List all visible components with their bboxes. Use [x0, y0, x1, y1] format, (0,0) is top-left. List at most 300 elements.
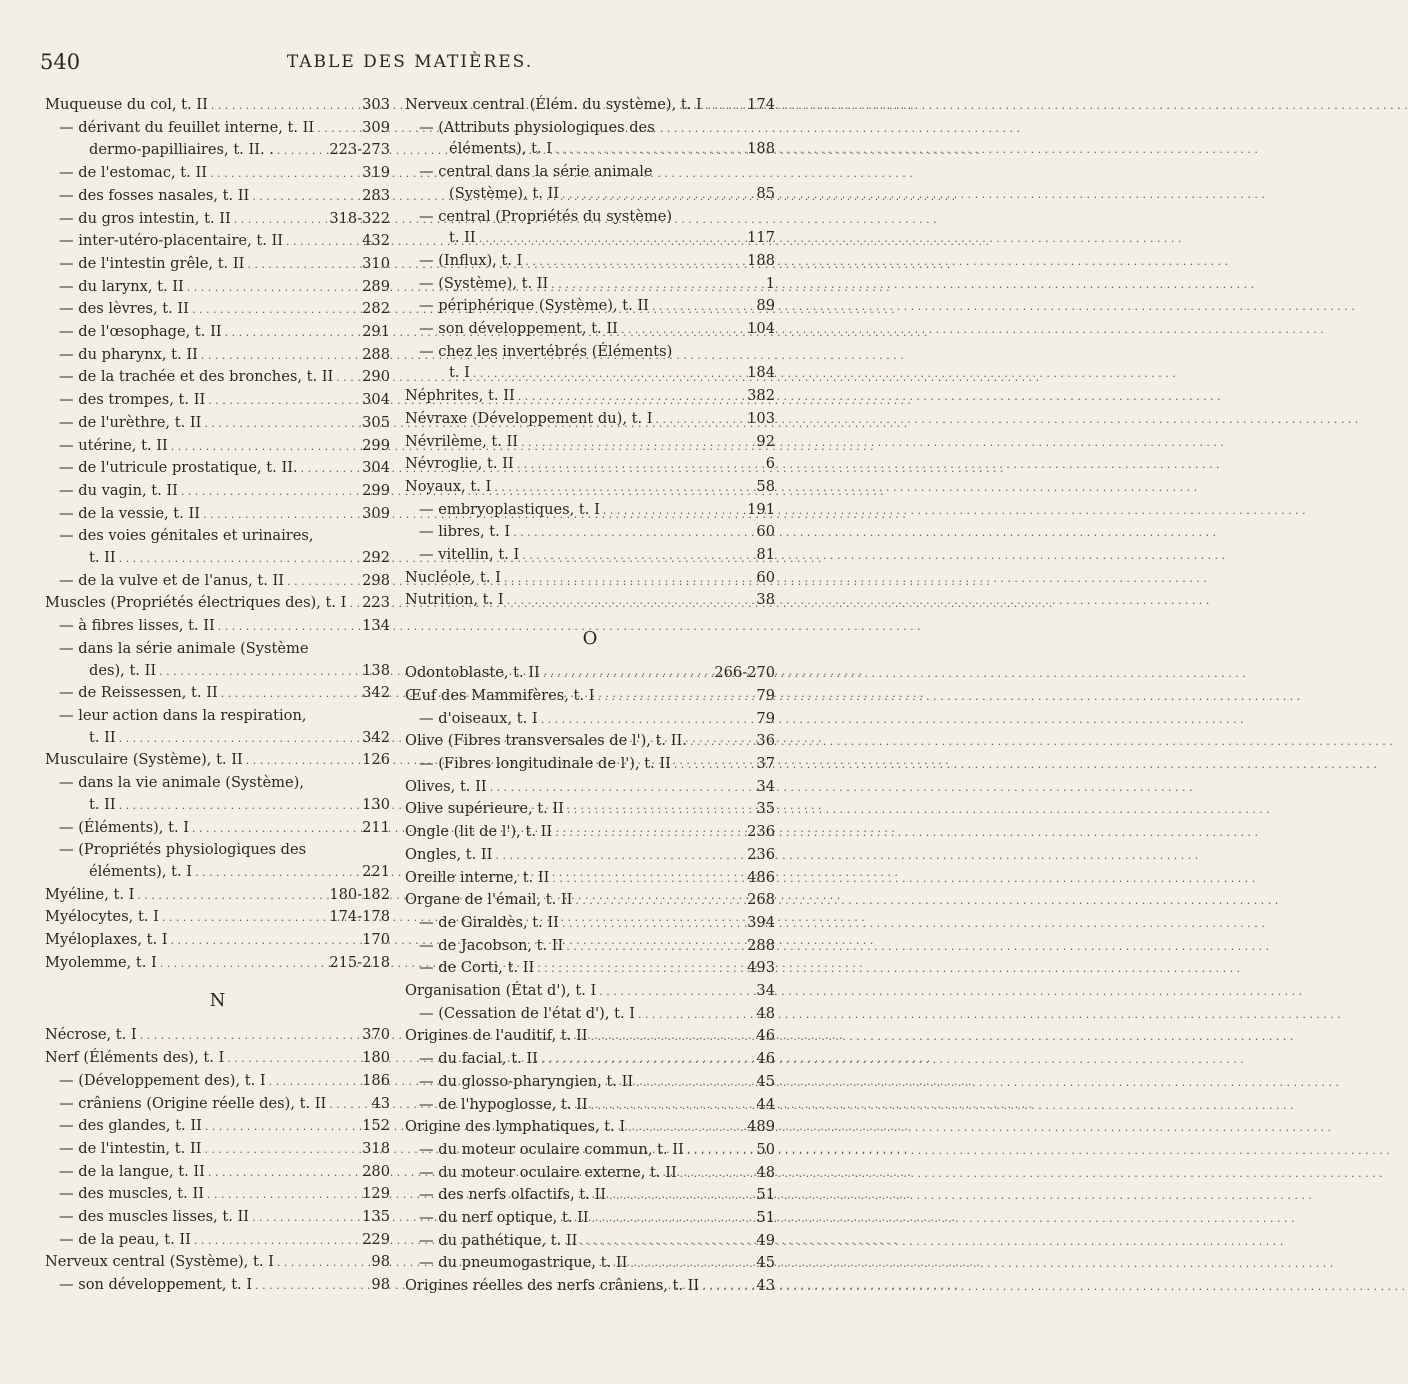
index-entry	[45, 276, 390, 299]
entry-page-number: 186	[362, 1071, 390, 1089]
entry-text: — des fosses nasales, t. II	[59, 186, 250, 204]
dot-leader	[336, 366, 359, 389]
entry-text: t. I	[449, 364, 470, 382]
entry-text: — du pneumogastrique, t. II	[419, 1254, 628, 1272]
entry-page-number: 280	[362, 1162, 390, 1180]
entry-text: — libres, t. I	[419, 523, 511, 541]
index-entry	[45, 1183, 390, 1206]
entry-text: — des trompes, t. II	[59, 391, 206, 409]
entry-page-number: 291	[362, 323, 390, 341]
index-entry	[405, 730, 775, 753]
entry-text: — de Corti, t. II	[419, 959, 535, 977]
index-entry	[45, 185, 390, 208]
entry-text: — à fibres lisses, t. II	[59, 617, 215, 635]
index-entry	[45, 660, 390, 683]
entry-text: Névroglie, t. II	[405, 455, 514, 473]
entry-text: Olives, t. II	[405, 777, 487, 795]
entry-text: — (Éléments), t. I	[59, 818, 189, 836]
index-entry	[45, 1115, 390, 1138]
index-entry	[45, 1274, 390, 1297]
dot-leader	[160, 952, 327, 975]
index-entry	[405, 453, 775, 476]
dot-leader	[518, 385, 744, 408]
index-entry	[405, 295, 775, 318]
entry-page-number: 79	[756, 686, 775, 704]
entry-page-number: 318-322	[329, 209, 390, 227]
entry-page-number: 117	[747, 229, 775, 247]
dot-leader	[609, 1184, 753, 1207]
dot-leader	[495, 844, 744, 867]
index-entry	[45, 570, 390, 593]
section-letter-o: O	[582, 628, 598, 650]
left-column	[45, 94, 390, 1297]
entry-text: — inter-utéro-placentaire, t. II	[59, 232, 284, 250]
index-entry	[405, 821, 775, 844]
index-entry	[45, 208, 390, 231]
entry-text: — du moteur oculaire externe, t. II	[419, 1163, 677, 1181]
index-entry	[45, 366, 390, 389]
dot-leader	[562, 912, 744, 935]
entry-text: — de l'utricule prostatique, t. II.	[59, 459, 298, 477]
entry-page-number: 36	[756, 732, 775, 750]
entry-text: — du pharynx, t. II	[59, 345, 198, 363]
entry-text: — de la vessie, t. II	[59, 504, 200, 522]
entry-page-number: 309	[362, 504, 390, 522]
entry-page-number: 289	[362, 277, 390, 295]
entry-page-number: 44	[756, 1095, 775, 1113]
entry-page-number: 290	[362, 368, 390, 386]
dot-leader	[119, 727, 359, 750]
index-entry	[405, 957, 775, 980]
index-entry	[45, 230, 390, 253]
entry-page-number: 43	[371, 1094, 390, 1112]
entry-text: — crâniens (Origine réelle des), t. II	[59, 1094, 327, 1112]
index-entry	[405, 776, 775, 799]
dot-leader	[225, 321, 360, 344]
entry-page-number: 126	[362, 751, 390, 769]
index-entry	[45, 929, 390, 952]
dot-leader	[592, 1207, 754, 1230]
entry-page-number: 152	[362, 1117, 390, 1135]
entry-text: Odontoblaste, t. II	[405, 664, 540, 682]
entry-page-number: 382	[747, 387, 775, 405]
index-entry	[405, 183, 775, 206]
entry-page-number: 486	[747, 868, 775, 886]
dot-leader	[162, 906, 326, 929]
entry-page-number: 489	[747, 1118, 775, 1136]
dot-leader	[513, 521, 753, 544]
entry-text: — des nerfs olfactifs, t. II	[419, 1186, 606, 1204]
entry-text: Olive supérieure, t. II	[405, 800, 564, 818]
entry-page-number: 188	[747, 140, 775, 158]
entry-text: — chez les invertébrés (Éléments)	[419, 342, 673, 360]
index-entry	[405, 1252, 775, 1275]
entry-text: Néphrites, t. II	[405, 387, 515, 405]
dot-leader	[537, 957, 744, 980]
entry-text: Nerveux central (Système), t. I	[45, 1253, 274, 1271]
entry-page-number: 342	[362, 684, 390, 702]
entry-text: — (Fibres longitudinale de l'), t. II	[419, 754, 671, 772]
dot-leader	[207, 1183, 359, 1206]
dot-leader	[181, 480, 359, 503]
dot-leader	[255, 1274, 368, 1297]
index-entry	[405, 521, 775, 544]
entry-text: — des glandes, t. II	[59, 1117, 202, 1135]
entry-page-number: 298	[362, 571, 390, 589]
entry-text: — des lèvres, t. II	[59, 300, 189, 318]
entry-text: — (Influx), t. I	[419, 251, 523, 269]
index-entry	[45, 480, 390, 503]
dot-leader	[555, 138, 744, 161]
entry-page-number: 188	[747, 251, 775, 269]
index-entry	[405, 685, 775, 708]
index-entry	[45, 615, 390, 638]
entry-text: — du gros intestin, t. II	[59, 209, 231, 227]
index-entry	[45, 794, 390, 817]
entry-page-number: 304	[362, 391, 390, 409]
entry-text: — de la langue, t. II	[59, 1162, 205, 1180]
dot-leader	[171, 929, 360, 952]
index-entry	[45, 1161, 390, 1184]
entry-text: Œuf des Mammifères, t. I	[405, 686, 595, 704]
entry-text: — du nerf optique, t. II	[419, 1209, 589, 1227]
entry-text: Nerveux central (Élém. du système), t. I	[405, 96, 702, 113]
dot-leader	[119, 547, 359, 570]
entry-text: Olive (Fibres transversales de l'), t. II.	[405, 732, 687, 750]
dot-leader	[246, 749, 359, 772]
index-entry	[405, 1184, 775, 1207]
entry-text: — dans la série animale (Système	[59, 639, 309, 657]
entry-text: Origine des lymphatiques, t. I	[405, 1118, 626, 1136]
entry-text: — du facial, t. II	[419, 1050, 538, 1068]
dot-leader	[473, 362, 744, 385]
index-entry	[45, 1138, 390, 1161]
index-entry	[405, 935, 775, 958]
entry-text: Origines de l'auditif, t. II	[405, 1027, 588, 1045]
entry-text: — utérine, t. II	[59, 436, 168, 454]
index-entry	[405, 273, 775, 296]
index-entry	[405, 753, 775, 776]
dot-leader	[247, 253, 359, 276]
entry-text: — dans la vie animale (Système),	[59, 774, 304, 792]
dot-leader	[234, 208, 327, 231]
entry-page-number: 89	[756, 297, 775, 315]
index-entry	[405, 1116, 775, 1139]
entry-page-number: 432	[362, 232, 390, 250]
dot-leader	[591, 1094, 754, 1117]
index-entry	[45, 772, 390, 794]
dot-leader	[277, 1251, 369, 1274]
entry-page-number: 35	[756, 800, 775, 818]
entry-text: t. II	[449, 229, 476, 247]
dot-leader	[621, 318, 744, 341]
dot-leader	[580, 1230, 753, 1253]
index-entry	[45, 682, 390, 705]
index-entry	[405, 708, 775, 731]
index-entry	[45, 457, 390, 480]
dot-leader	[567, 798, 753, 821]
dot-leader	[171, 435, 359, 458]
index-entry	[45, 1070, 390, 1093]
entry-page-number: 223	[362, 594, 390, 612]
index-entry	[405, 662, 775, 685]
index-entry	[405, 912, 775, 935]
index-entry	[405, 250, 775, 273]
index-entry	[405, 227, 775, 250]
entry-page-number: 304	[362, 459, 390, 477]
index-entry	[405, 1094, 775, 1117]
entry-page-number: 170	[362, 931, 390, 949]
entry-page-number: 85	[756, 184, 775, 202]
entry-page-number: 236	[747, 823, 775, 841]
index-entry	[405, 499, 775, 522]
entry-text: Muqueuse du col, t. II	[45, 96, 208, 113]
index-entry	[405, 1139, 775, 1162]
index-entry	[405, 1207, 775, 1230]
index-entry	[405, 1230, 775, 1253]
entry-text: — de la trachée et des bronches, t. II	[59, 368, 334, 386]
dot-leader	[221, 682, 359, 705]
entry-page-number: 48	[756, 1163, 775, 1181]
entry-text: — leur action dans la respiration,	[59, 706, 307, 724]
entry-page-number: 129	[362, 1185, 390, 1203]
entry-page-number: 104	[747, 320, 775, 338]
index-list-m	[45, 94, 390, 974]
dot-leader	[705, 94, 744, 117]
index-entry	[45, 139, 390, 162]
entry-text: — embryoplastiques, t. I	[419, 500, 600, 518]
index-list-n-continued	[405, 94, 775, 612]
entry-page-number: 58	[756, 477, 775, 495]
index-entry	[405, 318, 775, 341]
entry-page-number: 130	[362, 795, 390, 813]
dot-leader	[551, 273, 762, 296]
entry-text: Organe de l'émail, t. II	[405, 891, 573, 909]
entry-text: Myélocytes, t. I	[45, 908, 159, 926]
dot-leader	[252, 185, 359, 208]
dot-leader	[159, 660, 359, 683]
entry-page-number: 268	[747, 891, 775, 909]
dot-leader	[349, 592, 359, 615]
dot-leader	[599, 980, 753, 1003]
entry-page-number: 229	[362, 1230, 390, 1248]
index-entry	[45, 162, 390, 185]
entry-page-number: 60	[756, 523, 775, 541]
entry-page-number: 174	[747, 96, 775, 113]
index-entry	[405, 138, 775, 161]
dot-leader	[543, 662, 712, 685]
dot-leader	[687, 1139, 754, 1162]
dot-leader	[597, 685, 753, 708]
entry-page-number: 180	[362, 1049, 390, 1067]
index-entry	[405, 567, 775, 590]
entry-text: Muscles (Propriétés électriques des), t. I	[45, 594, 347, 612]
index-entry	[45, 817, 390, 840]
dot-leader	[591, 1025, 754, 1048]
dot-leader	[187, 276, 359, 299]
index-entry	[45, 839, 390, 861]
dot-leader	[208, 1161, 359, 1184]
entry-page-number: 49	[756, 1231, 775, 1249]
index-entry	[45, 1093, 390, 1116]
index-entry	[405, 980, 775, 1003]
index-entry	[45, 117, 390, 140]
entry-page-number: 370	[362, 1026, 390, 1044]
entry-text: — périphérique (Système), t. II	[419, 297, 649, 315]
entry-text: Myéline, t. I	[45, 885, 135, 903]
entry-text: — de Reissessen, t. II	[59, 684, 218, 702]
entry-page-number: 92	[756, 432, 775, 450]
entry-page-number: 174-178	[329, 908, 390, 926]
running-title: TABLE DES MATIÈRES.	[286, 52, 534, 72]
section-letter-n: N	[209, 990, 226, 1012]
entry-page-number: 51	[756, 1186, 775, 1204]
entry-text: — de Jacobson, t. II	[419, 936, 564, 954]
entry-text: — du moteur oculaire commun, t. II	[419, 1140, 684, 1158]
index-entry	[405, 341, 775, 363]
index-entry	[405, 1275, 775, 1298]
entry-text: — d'oiseaux, t. I	[419, 709, 538, 727]
entry-text: éléments), t. I	[89, 862, 193, 880]
index-entry	[405, 1025, 775, 1048]
dot-leader	[205, 1115, 359, 1138]
entry-page-number: 215-218	[329, 953, 390, 971]
entry-page-number: 342	[362, 728, 390, 746]
dot-leader	[702, 1275, 753, 1298]
dot-leader	[201, 344, 359, 367]
entry-page-number: 45	[756, 1254, 775, 1272]
index-entry	[45, 389, 390, 412]
entry-text: Origines réelles des nerfs crâniens, t. II	[405, 1277, 700, 1295]
dot-leader	[210, 162, 359, 185]
dot-leader	[227, 1047, 359, 1070]
dot-leader	[562, 183, 753, 206]
index-entry	[45, 592, 390, 615]
entry-page-number: 319	[362, 164, 390, 182]
entry-text: — son développement, t. II	[419, 320, 618, 338]
entry-text: — des muscles, t. II	[59, 1185, 204, 1203]
dot-leader	[119, 794, 359, 817]
entry-text: Ongle (lit de l'), t. II	[405, 823, 553, 841]
index-entry	[405, 1162, 775, 1185]
index-entry	[405, 1071, 775, 1094]
entry-page-number: 103	[747, 409, 775, 427]
entry-page-number: 318	[362, 1139, 390, 1157]
dot-leader	[555, 821, 744, 844]
index-entry	[405, 431, 775, 454]
entry-text: — (Développement des), t. I	[59, 1071, 266, 1089]
index-entry	[405, 798, 775, 821]
dot-leader	[269, 1070, 359, 1093]
entry-page-number: 292	[362, 549, 390, 567]
entry-page-number: 184	[747, 364, 775, 382]
entry-text: — du pathétique, t. II	[419, 1231, 578, 1249]
page-header	[40, 50, 780, 80]
entry-text: Nerf (Éléments des), t. I	[45, 1049, 225, 1067]
entry-page-number: 310	[362, 254, 390, 272]
entry-text: Nécrose, t. I	[45, 1026, 137, 1044]
entry-page-number: 48	[756, 1004, 775, 1022]
entry-page-number: 46	[756, 1027, 775, 1045]
index-entry	[45, 503, 390, 526]
dot-leader	[507, 589, 754, 612]
index-list-n	[45, 1024, 390, 1296]
entry-text: — dérivant du feuillet interne, t. II	[59, 118, 315, 136]
entry-page-number: 1	[765, 274, 775, 292]
entry-text: des), t. II	[89, 661, 157, 679]
index-entry	[45, 749, 390, 772]
entry-page-number: 98	[371, 1253, 390, 1271]
entry-text: — de l'estomac, t. II	[59, 164, 207, 182]
entry-text: — central (Propriétés du système)	[419, 207, 673, 225]
index-entry	[405, 385, 775, 408]
dot-leader	[329, 1093, 368, 1116]
index-entry	[45, 952, 390, 975]
dot-leader	[204, 1138, 359, 1161]
index-entry	[45, 861, 390, 884]
index-entry	[45, 705, 390, 727]
entry-page-number: 283	[362, 186, 390, 204]
entry-page-number: 37	[756, 754, 775, 772]
entry-text: — (Propriétés physiologiques des	[59, 841, 307, 859]
index-entry	[405, 161, 775, 183]
entry-text: — de la vulve et de l'anus, t. II	[59, 571, 285, 589]
entry-text: — vitellin, t. I	[419, 546, 520, 564]
dot-leader	[566, 935, 744, 958]
dot-leader	[277, 139, 326, 162]
entry-text: — du larynx, t. II	[59, 277, 184, 295]
dot-leader	[287, 570, 359, 593]
dot-leader	[192, 817, 359, 840]
dot-leader	[208, 389, 359, 412]
index-entry	[45, 1251, 390, 1274]
index-entry	[45, 1024, 390, 1047]
dot-leader	[504, 567, 754, 590]
dot-leader	[195, 861, 359, 884]
dot-leader	[286, 230, 359, 253]
entry-page-number: 98	[371, 1276, 390, 1294]
dot-leader	[525, 250, 744, 273]
entry-text: dermo-papilliaires, t. II. .	[89, 141, 274, 159]
entry-page-number: 309	[362, 118, 390, 136]
index-entry	[405, 94, 775, 117]
dot-leader	[541, 1048, 754, 1071]
entry-text: Nutrition, t. I	[405, 591, 504, 609]
entry-text: — de Giraldès, t. II	[419, 913, 559, 931]
dot-leader	[137, 884, 326, 907]
dot-leader	[517, 453, 763, 476]
entry-text: — des muscles lisses, t. II	[59, 1208, 250, 1226]
entry-text: Organisation (État d'), t. I	[405, 982, 597, 1000]
entry-page-number: 6	[765, 455, 775, 473]
index-entry	[405, 362, 775, 385]
entry-text: Névraxe (Développement du), t. I	[405, 409, 653, 427]
dot-leader	[636, 1071, 753, 1094]
dot-leader	[317, 117, 359, 140]
index-entry	[405, 889, 775, 912]
entry-page-number: 211	[362, 818, 390, 836]
entry-text: — de l'intestin, t. II	[59, 1139, 202, 1157]
entry-text: Noyaux, t. I	[405, 477, 492, 495]
index-entry	[405, 544, 775, 567]
index-entry	[45, 884, 390, 907]
index-entry	[45, 94, 390, 117]
dot-leader	[541, 708, 754, 731]
entry-page-number: 50	[756, 1140, 775, 1158]
entry-page-number: 46	[756, 1050, 775, 1068]
index-entry	[45, 906, 390, 929]
entry-page-number: 266-270	[714, 664, 775, 682]
